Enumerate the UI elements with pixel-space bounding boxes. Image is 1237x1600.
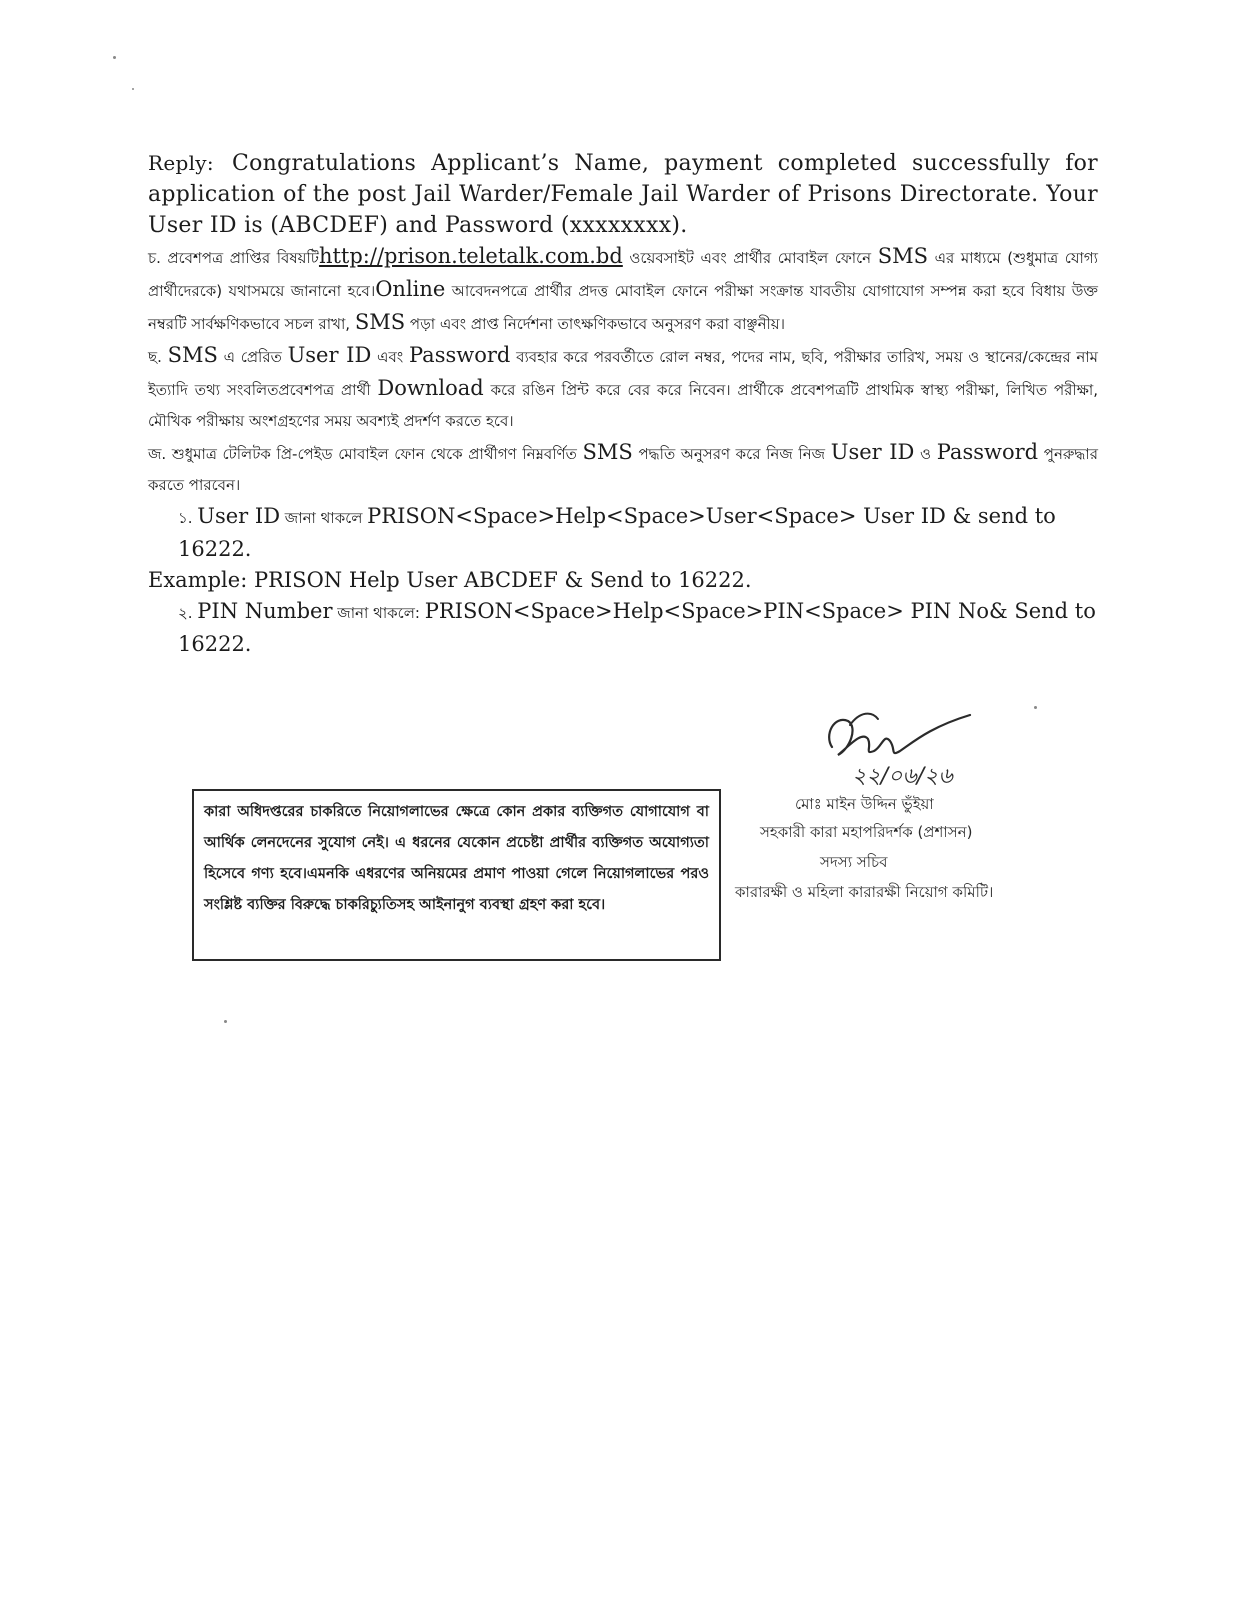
step2-sms-command: PRISON<Space>Help<Space>PIN<Space> PIN No& Send to 16222.	[178, 599, 1096, 656]
scan-speck	[113, 56, 116, 59]
recovery-example: Example: PRISON Help User ABCDEF & Send to 16222.	[148, 568, 752, 592]
handwritten-signature	[820, 705, 990, 795]
scan-speck	[1034, 706, 1037, 709]
reply-paragraph	[148, 148, 1098, 241]
reply-text: Congratulations Applicant’s Name, payment completed successfully for application of the post Jail Warder/Female Jail Warder of Prisons Directorate. Your User ID is (ABCDEF) and Password (xxxxxxxx).	[148, 151, 1098, 238]
committee-name: কারারক্ষী ও মহিলা কারারক্ষী নিয়োগ কমিটি।	[735, 883, 994, 901]
clause-ja-text: পুনরুদ্ধার করতে পারবেন।	[148, 445, 1099, 494]
signature-date: ২২/০৬/২৬	[852, 764, 953, 789]
recovery-step-1	[148, 501, 1098, 565]
clause-ja	[148, 437, 1098, 501]
clause-cha-sms: SMS	[877, 244, 929, 268]
reply-label: Reply:	[148, 151, 214, 175]
clause-chha-userid: User ID	[287, 343, 372, 367]
warning-notice-text: কারা অধিদপ্তরের চাকরিতে নিয়োগলাভের ক্ষেত্রে কোন প্রকার ব্যক্তিগত যোগাযোগ বা আর্থিক লেনদেনের সুযোগ নেই। এ ধরনের যেকোন প্রচেষ্টা প্রার্থীর ব্যক্তিগত অযোগ্যতা হিসেবে গণ্য হবে।এমনকি এধরণের অনিয়মের প্রমাণ পাওয়া গেলে নিয়োগলাভের পরও সংশ্লিষ্ট ব্যক্তির বিরুদ্ধে চাকরিচ্যুতিসহ আইনানুগ ব্যবস্থা গ্রহণ করা হবে।	[204, 804, 709, 913]
signatory-designation: সহকারী কারা মহাপরিদর্শক (প্রশাসন)	[760, 823, 973, 841]
clause-chha-text: ছ.	[148, 348, 168, 366]
signatory-role: সদস্য সচিব	[820, 853, 888, 871]
step1-bn-text: জানা থাকলে	[280, 509, 368, 527]
clause-ja-text: ও	[914, 445, 937, 463]
clause-chha-password: Password	[408, 343, 511, 367]
clause-ja-text: পদ্ধতি অনুসরণ করে নিজ নিজ	[632, 445, 831, 463]
recovery-step-2	[148, 596, 1098, 660]
clause-cha-text: আবেদনপত্রে প্রার্থীর প্রদত্ত মোবাইল ফোনে পরীক্ষা সংক্রান্ত যাবতীয় যোগাযোগ সম্পন্ন করা হবে বিধায় উক্ত নম্বরটি সার্বক্ষণিকভাবে সচল রাখা,	[148, 282, 1098, 333]
clause-ja-password: Password	[936, 440, 1039, 464]
signatory-name: মোঃ মাইন উদ্দিন ভুঁইয়া	[795, 795, 934, 813]
step2-pin: PIN Number	[197, 599, 333, 623]
step-number: ১.	[178, 509, 198, 527]
clause-cha-text: পড়া এবং প্রাপ্ত নির্দেশনা তাৎক্ষণিকভাবে অনুসরণ করা বাঞ্ছনীয়।	[405, 315, 786, 333]
clause-chha-download: Download	[377, 376, 484, 400]
warning-notice-box	[192, 789, 721, 961]
clause-cha-text: ওয়েবসাইট এবং প্রার্থীর মোবাইল ফোনে	[622, 249, 878, 267]
clause-cha-text: এর মাধ্যমে (শুধুমাত্র যোগ্য প্রার্থীদেরকে) যথাসময়ে জানানো হবে।	[148, 249, 1099, 300]
clause-chha	[148, 340, 1098, 437]
step1-sms-command: PRISON<Space>Help<Space>User<Space> User ID & send to 16222.	[178, 504, 1056, 561]
step-number: ২.	[178, 604, 198, 622]
scan-speck	[224, 1020, 227, 1023]
clause-chha-sms: SMS	[167, 343, 218, 367]
clause-cha-text: চ. প্রবেশপত্র প্রাপ্তির বিষয়টি	[148, 249, 319, 267]
clause-chha-text: করে রঙিন প্রিন্ট করে বের করে নিবেন। প্রার্থীকে প্রবেশপত্রটি প্রাথমিক স্বাস্থ্য পরীক্ষা, লিখিত পরীক্ষা, মৌখিক পরীক্ষায় অংশগ্রহণের সময় অবশ্যই প্রদর্শণ করতে হবে।	[148, 381, 1098, 430]
clause-cha	[148, 241, 1098, 340]
scan-speck	[132, 88, 134, 90]
teletalk-link[interactable]: http://prison.teletalk.com.bd	[318, 244, 623, 268]
clause-ja-text: জ. শুধুমাত্র টেলিটক প্রি-পেইড মোবাইল ফোন থেকে প্রার্থীগণ নিম্নবর্ণিত	[148, 445, 583, 463]
step1-userid: User ID	[197, 504, 281, 528]
clause-chha-text: এ প্রেরিত	[217, 348, 288, 366]
clause-cha-sms: SMS	[354, 310, 406, 334]
clause-chha-text: ব্যবহার করে পরবর্তীতে রোল নম্বর, পদের নাম, ছবি, পরীক্ষার তারিখ, সময় ও স্থানের/কেন্দ্রের নাম ইত্যাদি তথ্য সংবলিতপ্রবেশপত্র প্রার্থী	[148, 348, 1098, 399]
clause-chha-text: এবং	[371, 348, 409, 366]
step2-bn-text: জানা থাকলে:	[332, 604, 425, 622]
clause-ja-userid: User ID	[830, 440, 915, 464]
clause-ja-sms: SMS	[582, 440, 633, 464]
clause-cha-online: Online	[375, 277, 446, 301]
document-body	[148, 148, 1098, 660]
